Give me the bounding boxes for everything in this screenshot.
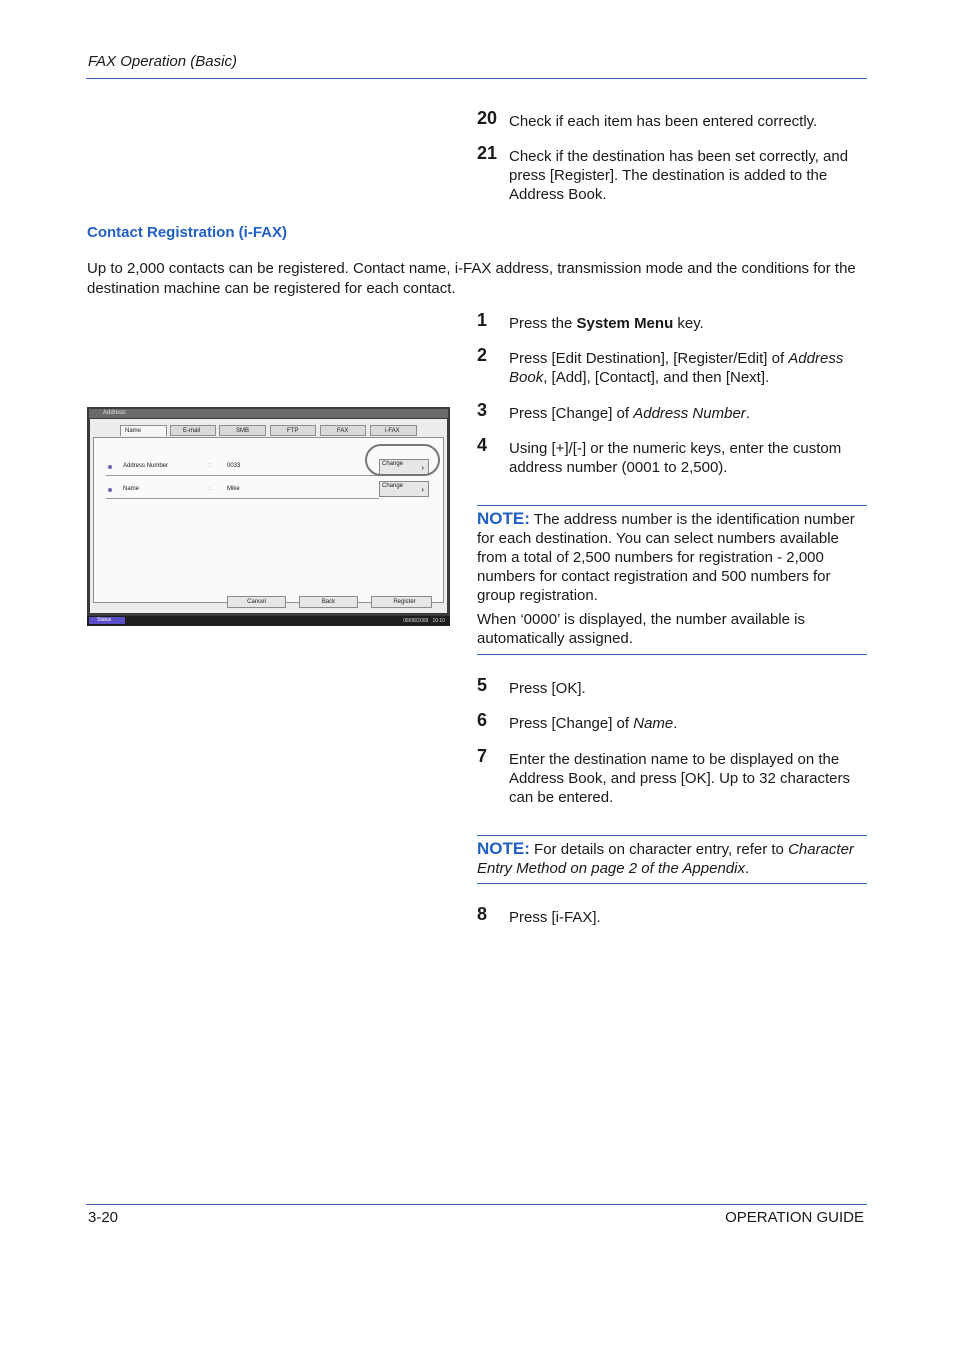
change-address-number-button[interactable]: Change ›	[379, 459, 429, 475]
change-name-button[interactable]: Change ›	[379, 481, 429, 497]
row-colon: :	[209, 486, 211, 492]
note-address-number	[477, 509, 869, 648]
row-value: Mike	[227, 486, 240, 492]
step-number: 3	[477, 400, 488, 420]
bullet-icon	[108, 465, 112, 469]
step-text: Press [Change] of Address Number.	[509, 405, 750, 422]
note-text: NOTE: The address number is the identification number for each destination. You can select numbers available from a total of 2,500 numbers for registration - 2,000 numbers for contact registration and 500 numbers for group registration.	[477, 509, 855, 604]
note-character-entry: NOTE: For details on character entry, refer to Character Entry Method on page 2 of the Appendix.	[477, 839, 854, 877]
tab-email[interactable]: E-mail	[170, 425, 216, 436]
tab-smb[interactable]: SMB	[219, 425, 266, 436]
step-number: 5	[477, 675, 488, 695]
note-label: NOTE:	[477, 839, 530, 858]
status-bar	[87, 616, 450, 626]
note-rule-bottom	[477, 654, 867, 655]
back-button[interactable]: Back	[299, 596, 358, 608]
step-number: 1	[477, 310, 488, 330]
chevron-right-icon: ›	[421, 485, 424, 494]
footer-rule	[86, 1204, 867, 1205]
chevron-right-icon: ›	[421, 463, 424, 472]
step-text: Press the System Menu key.	[509, 315, 704, 332]
highlight-circle	[365, 444, 440, 476]
screen-body	[90, 419, 447, 613]
section-title: Contact Registration (i-FAX)	[87, 224, 288, 241]
step-number: 7	[477, 746, 488, 766]
row-label: Address Number	[123, 463, 169, 469]
tab-fax[interactable]: FAX	[320, 425, 366, 436]
step-text: Enter the destination name to be displayed on the Address Book, and press [OK]. Up to 32 characters can be entered.	[509, 751, 851, 806]
status-button[interactable]: Status	[89, 617, 125, 624]
step-number: 4	[477, 435, 488, 455]
header-title: FAX Operation (Basic)	[88, 53, 237, 70]
page-number: 3-20	[88, 1209, 119, 1226]
status-datetime: 08/08/2009 10:10	[403, 618, 445, 624]
header-rule	[86, 78, 867, 79]
step-text: Press [i-FAX].	[509, 909, 601, 926]
note-text-2: When ‘0000’ is displayed, the number available is automatically assigned.	[477, 611, 805, 647]
guide-title: OPERATION GUIDE	[725, 1209, 864, 1226]
screen-title: Address:	[89, 409, 448, 418]
step-number: 8	[477, 904, 488, 924]
note-label: NOTE:	[477, 509, 530, 528]
step-text: Press [OK].	[509, 680, 586, 697]
tab-ifax[interactable]: i-FAX	[370, 425, 417, 436]
row-address-number	[106, 461, 379, 476]
cancel-button[interactable]: Cancel	[227, 596, 286, 608]
step-number: 2	[477, 345, 488, 365]
step-number: 6	[477, 710, 488, 730]
step-text: Press [Change] of Name.	[509, 715, 678, 732]
address-book-screen	[87, 407, 450, 626]
step-number: 20	[477, 108, 498, 128]
bullet-icon	[108, 488, 112, 492]
note2-rule-bottom	[477, 883, 867, 884]
register-button[interactable]: Register	[371, 596, 432, 608]
step-number: 21	[477, 143, 498, 163]
row-name	[106, 484, 379, 499]
step-text: Press [Edit Destination], [Register/Edit] of Address Book, [Add], [Contact], and then [Next].	[509, 350, 844, 386]
row-label: Name	[123, 486, 140, 492]
row-value: 0033	[227, 463, 241, 469]
tab-ftp[interactable]: FTP	[270, 425, 316, 436]
note2-rule-top	[477, 835, 867, 836]
tab-name[interactable]: Name	[120, 425, 167, 436]
row-colon: :	[209, 463, 211, 469]
step-text: Check if each item has been entered correctly.	[509, 113, 818, 130]
step-text: Check if the destination has been set correctly, and press [Register]. The destination is added to the Address Book.	[509, 148, 849, 203]
note-rule-top	[477, 505, 867, 506]
step-text: Using [+]/[-] or the numeric keys, enter the custom address number (0001 to 2,500).	[509, 440, 842, 476]
section-intro: Up to 2,000 contacts can be registered. Contact name, i-FAX address, transmission mode and the conditions for the destination machine can be registered for each contact.	[87, 260, 856, 297]
appendix-reference: Character Entry Method on page 2 of the Appendix	[477, 841, 854, 877]
system-menu-key: System Menu	[576, 315, 674, 332]
